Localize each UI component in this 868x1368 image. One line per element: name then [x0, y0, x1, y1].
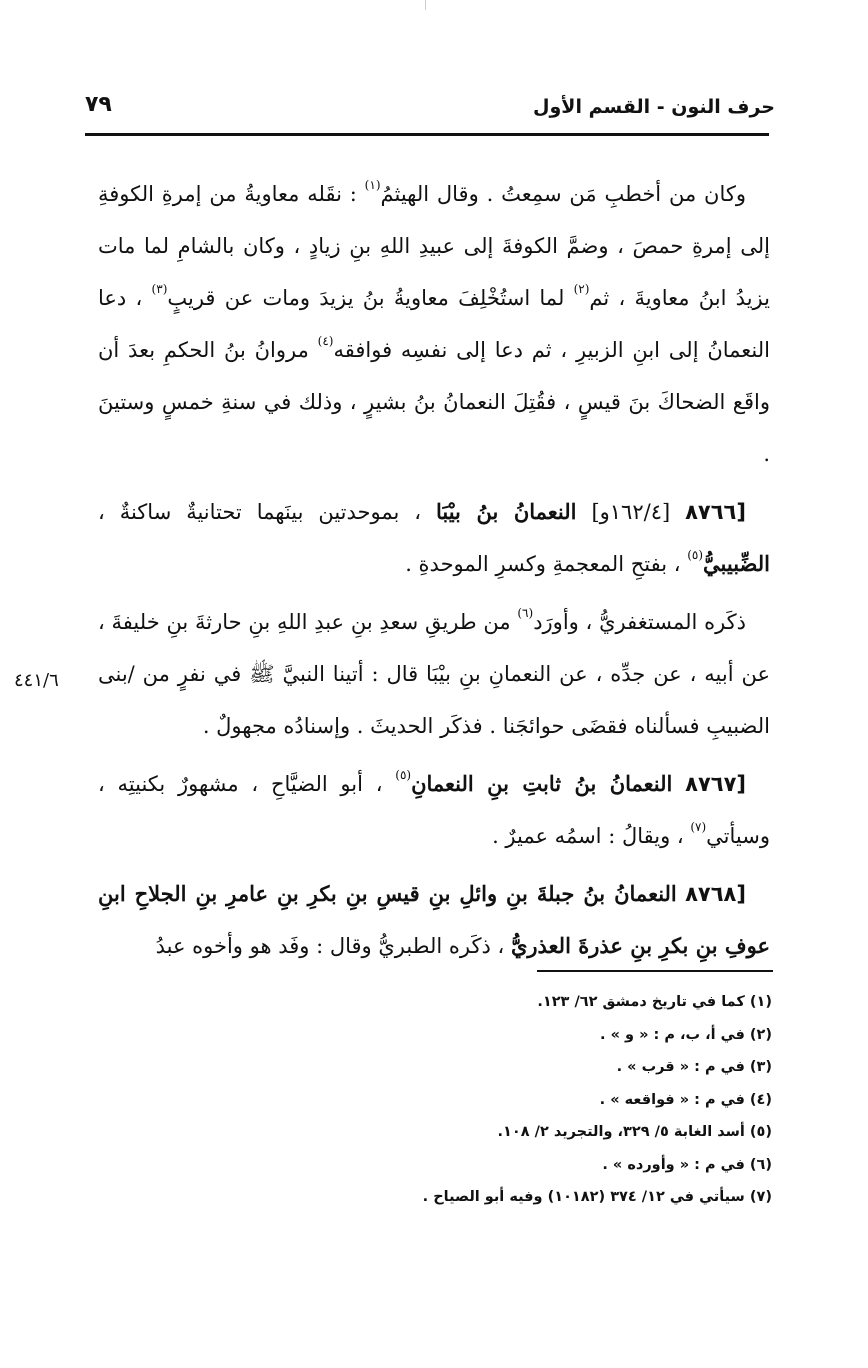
text-run: ، ذكَره الطبريُّ وقال : وفَد هو وأخوه عبدُ: [155, 934, 511, 958]
entry-number: [٨٧٦٦: [685, 500, 746, 524]
footnote-ref: (٥): [395, 768, 412, 782]
text-run: ، بموحدتين بينَهما تحتانيةٌ ساكنةٌ ،: [98, 500, 436, 524]
entry-name: النعمانُ بنُ ثابتِ بنِ النعمانِ: [411, 771, 673, 796]
footnote-3: (٣) في م : « قرب » .: [616, 1059, 772, 1075]
page-number: ٧٩: [85, 92, 112, 117]
footnote-5: (٥) أسد الغابة ٥/ ٣٢٩، والتجريد ٢/ ١٠٨.: [497, 1124, 772, 1140]
entry-name: النعمانُ بنُ بيْبَا: [435, 499, 577, 524]
footnote-1: (١) كما في تاريخ دمشق ٦٢/ ١٢٣.: [537, 994, 772, 1010]
entry-8768: [98, 868, 770, 972]
margin-volume-ref: ٤٤١/٦: [14, 670, 59, 691]
header-rule: [85, 133, 769, 136]
text-run: : نقَله معاويةُ من إمرةِ الكوفةِ إلى إمرةِ حمصَ ، وضمَّ الكوفةَ إلى عبيدِ اللهِ بنِ زيادٍ ، وكان بالشامِ لما مات يزيدُ ابنُ معاويةَ ، ثم: [98, 182, 770, 310]
entry-8766: [98, 486, 770, 590]
text-run: وكان من أخطبِ مَن سمِعتُ . وقال الهيثمُ: [380, 182, 746, 206]
entry-nisba: الضِّبيبيُّ: [703, 551, 770, 576]
footnote-ref: (٧): [690, 820, 707, 834]
footnotes: [120, 986, 772, 1214]
footnote-ref: (٤): [317, 334, 334, 348]
text-run: من طريقِ سعدِ بنِ عبدِ اللهِ بنِ حارثةَ بنِ خليفةَ ، عن أبيه ، عن جدِّه ، عن النعمانِ بنِ بيْبَا قال : أتينا النبيَّ ﷺ في نفرٍ من /بنى الضبيبِ فسألناه فقضَى حوائجَنا . فذكَر الحديثَ . وإسنادُه مجهولٌ .: [98, 610, 770, 738]
entry-number: [٨٧٦٧: [685, 772, 747, 796]
footnote-4: (٤) في م : « فواقعه » .: [599, 1091, 772, 1108]
text-run: ذكَره المستغفريُّ ، وأورَد: [533, 610, 747, 634]
volume-ref: [١٦٢/٤و]: [591, 500, 671, 524]
text-run: لما استُخْلِفَ معاويةُ بنُ يزيدَ ومات عن قريبٍ: [167, 286, 574, 310]
footnote-ref: (٥): [687, 548, 704, 562]
entry-number: [٨٧٦٨: [685, 882, 746, 906]
main-text: [98, 168, 770, 972]
text-run: ، بفتحِ المعجمةِ وكسرِ الموحدةِ .: [405, 552, 688, 576]
footnote-6: (٦) في م : « وأورده » .: [602, 1156, 772, 1173]
paragraph-1: [98, 168, 770, 480]
footnote-7: (٧) سيأتي في ١٢/ ٣٧٤ (١٠١٨٢) وفيه أبو الصياح .: [422, 1189, 772, 1205]
text-run: ، أبو الضيَّاحِ ، مشهورٌ بكنيتِه ، وسيأتي: [98, 772, 770, 848]
text-run: مروانُ بنُ الحكمِ بعدَ أن واقَع الضحاكَ بنَ قيسٍ ، فقُتِلَ النعمانُ بنُ بشيرٍ ، وذلك في سنةِ خمسٍ وستينَ .: [98, 338, 770, 466]
scan-mark: [425, 0, 432, 10]
footnote-ref: (١): [364, 178, 381, 192]
entry-8767: [98, 758, 770, 862]
paragraph-3: [98, 596, 770, 752]
text-run: ، ويقالُ : اسمُه عميرٌ .: [492, 824, 691, 848]
footnote-ref: (٢): [573, 282, 590, 296]
running-title: حرف النون - القسم الأول: [533, 96, 775, 118]
entry-name: النعمانُ بنُ جبلةَ بنِ وائلِ بنِ قيسِ بنِ بكرِ بنِ عامرِ بنِ الجلاحِ ابنِ عوفِ بنِ بكرِ بنِ عذرةَ العذريُّ: [98, 881, 770, 958]
running-header: [85, 92, 775, 132]
text-run: ، دعا النعمانُ إلى ابنِ الزبيرِ ، ثم دعا إلى نفسِه فوافقه: [98, 286, 770, 362]
footnote-2: (٢) في أ، ب، م : « و » .: [600, 1026, 772, 1043]
footnote-rule: [537, 970, 773, 972]
footnote-ref: (٦): [517, 606, 534, 620]
footnote-ref: (٣): [151, 282, 168, 296]
